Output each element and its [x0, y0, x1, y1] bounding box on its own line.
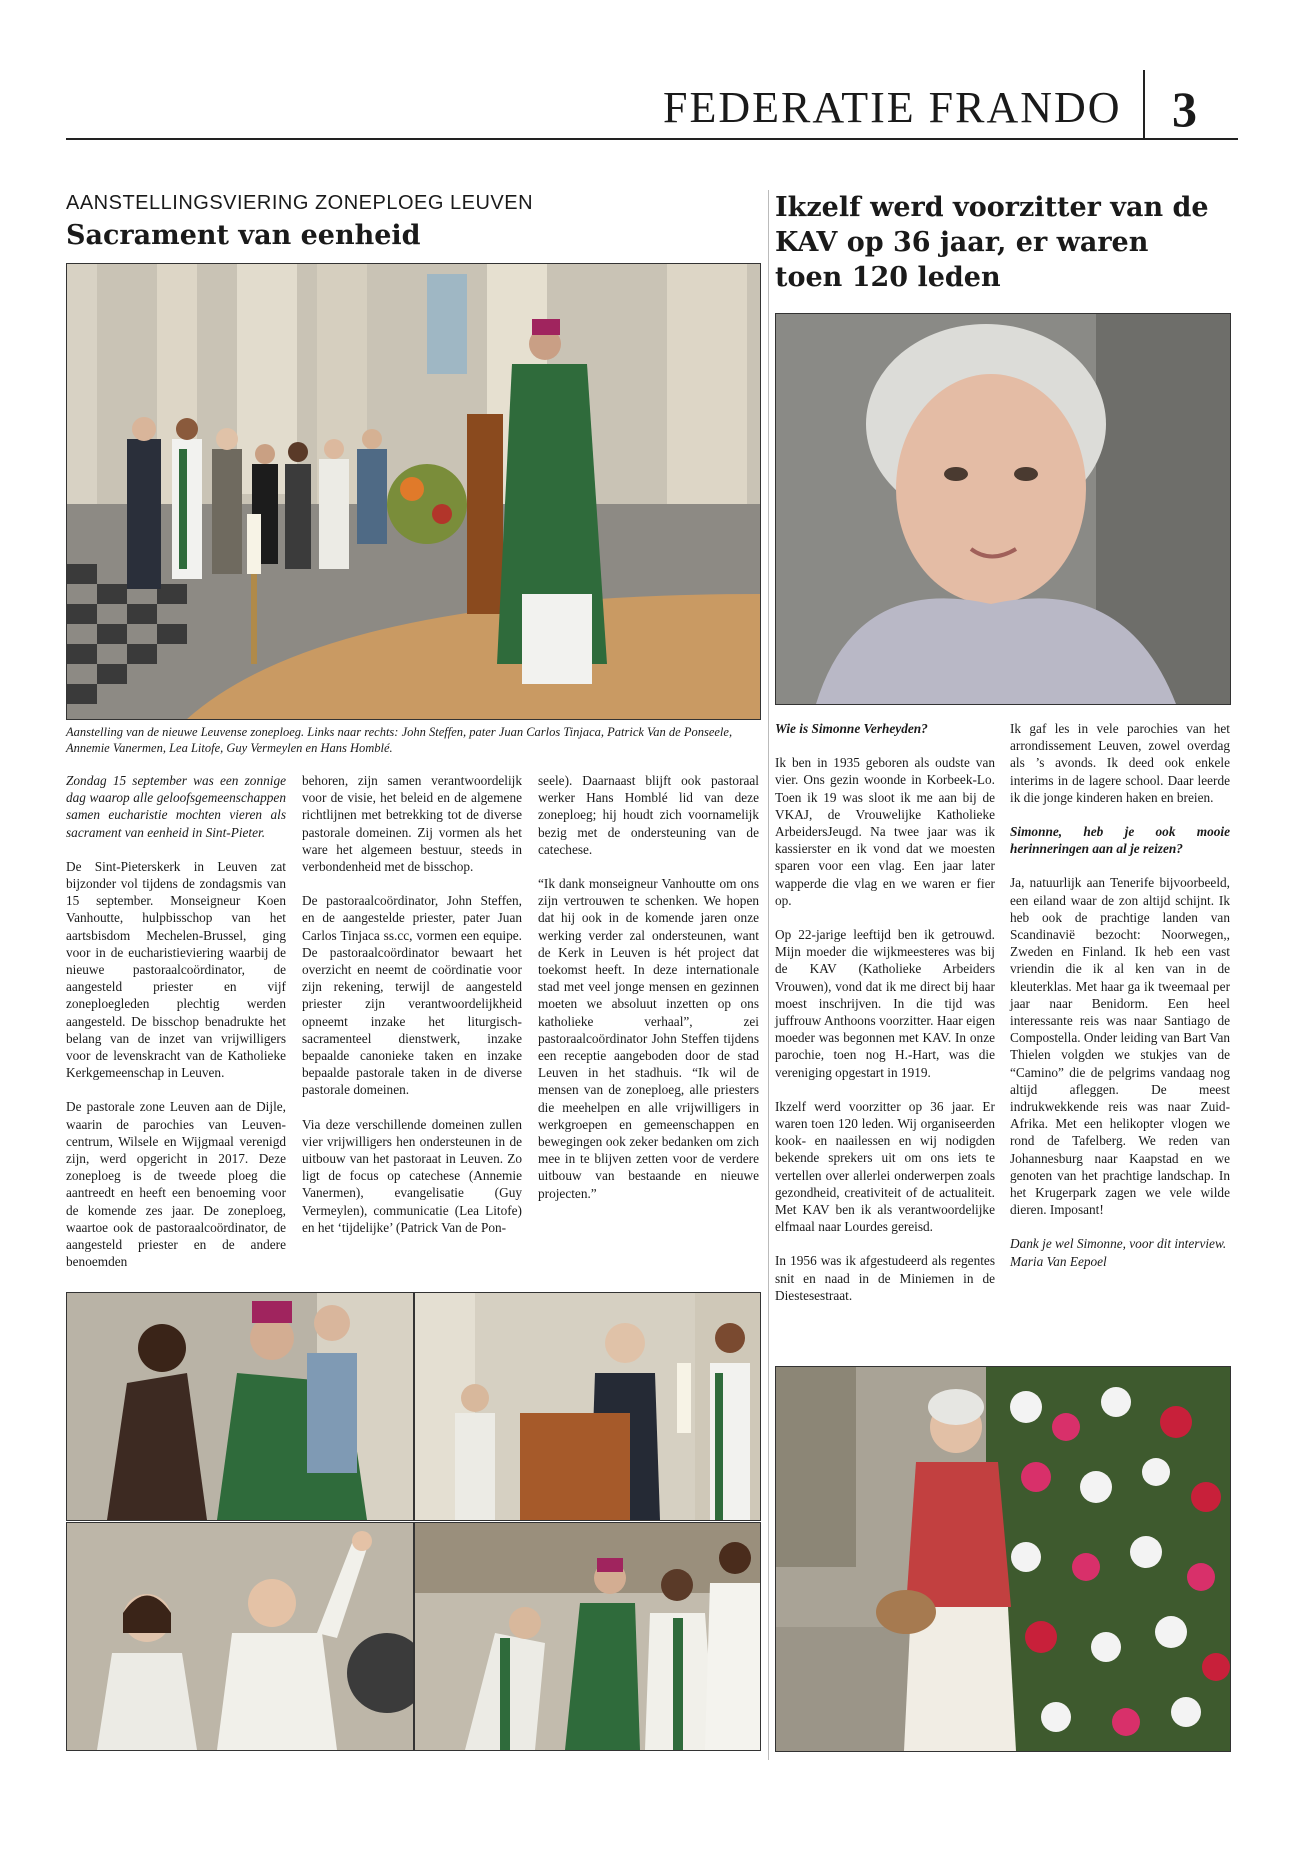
street-flowers-illustration — [776, 1367, 1230, 1751]
interview-column-b — [1010, 720, 1230, 1270]
article-column-2 — [302, 772, 522, 1253]
bowing-clergy-illustration — [415, 1523, 760, 1750]
church-ceremony-illustration — [67, 264, 760, 719]
masthead-rule — [66, 138, 1238, 140]
column-divider — [768, 190, 769, 1760]
page-number: 3 — [1172, 81, 1197, 137]
interview-column-a — [775, 720, 995, 1321]
interview-answer: Ik gaf les in vele parochies van het arrondissement Leuven, zowel overdag als ’s avonds. Ik deed ook enkele interims in de lagere school. Daar leerde ik die jonge kinderen haken en breien. — [1010, 721, 1230, 805]
interview-question: Wie is Simonne Verheyden? — [775, 721, 928, 736]
interview-answer: Op 22-jarige leeftijd ben ik getrouwd. Mijn moeder die wijkmeesteres was bij de KAV (Katholieke Arbeiders Vrouwen), vond dat ik me direct bij haar moest inschrijven. In die tijd was juffrouw Anthoons voorzitter. Haar eigen moeder was begonnen met KAV. In onze parochie, toen nog H.-Hart, was die vereniging opgestart in 1919. — [775, 927, 995, 1080]
photo-speaker-lectern — [414, 1292, 761, 1521]
photo-singers — [66, 1522, 414, 1751]
church-ceremony-photo — [66, 263, 761, 720]
article-paragraph: “Ik dank monseigneur Vanhoutte om ons zijn vertrouwen te schenken. We hopen dat hij ook in de komende jaren onze werking verder zal ondersteunen, want de Kerk in Leuven is hét project dat toekomst heeft. In deze internationale stad met veel jonge mensen en gezinnen moeten we absoluut inzetten op ons katholieke verhaal”, zei pastoraalcoördinator John Steffen tijdens een receptie aangeboden door de stad Leuven in het stadhuis. “Ik wil de mensen van de zoneploeg, alle priesters die meehelpen en alle vrijwilligers in werkgroepen en gemeenschappen en bewegingen ook zeker bedanken om zich mee in te blijven zetten voor de verdere uitbouw van bestaande en nieuwe projecten.” — [538, 876, 759, 1201]
street-flowers-photo — [775, 1366, 1231, 1752]
article-paragraph: behoren, zijn samen verantwoordelijk voor de visie, het beleid en de algemene richtlijnen met betrekking tot de diverse pastorale domeinen. Zij vormen als het ware het algemeen bestuur, steeds in verbondenheid met de bisschop. — [302, 773, 522, 875]
photo-caption: Aanstelling van de nieuwe Leuvense zoneploeg. Links naar rechts: John Steffen, pater Juan Carlos Tinjaca, Patrick Van de Ponseele, Annemie Vanermen, Lea Litofe, Guy Vermeylen en Hans Homblé. — [66, 725, 733, 755]
article-paragraph: Via deze verschillende domeinen zullen vier vrijwilligers hen ondersteunen in de uitbouw van het pastoraat in Leuven. Zo ligt de focus op catechese (Annemie Vanermen), evangelisatie (Guy Vermeylen), communicatie (Lea Litofe) en het ‘tijdelijke’ (Patrick Van de Pon- — [302, 1116, 522, 1235]
interview-thanks: Dank je wel Simonne, voor dit interview. — [1010, 1236, 1227, 1252]
photo-bowing-clergy — [414, 1522, 761, 1751]
interview-question: Simonne, heb je ook mooie herinneringen aan al je reizen? — [1010, 824, 1230, 857]
photo-bishop-greeting — [66, 1292, 414, 1521]
interview-author: Maria Van Eepoel — [1010, 1253, 1107, 1269]
article-lead: Zondag 15 september was een zonnige dag waarop alle geloofsgemeenschappen samen eucharistie mochten vieren als sacrament van eenheid in Sint-Pieter. — [66, 773, 286, 840]
portrait-illustration — [776, 314, 1230, 704]
bishop-greeting-illustration — [67, 1293, 413, 1520]
interview-answer: Ja, natuurlijk aan Tenerife bijvoorbeeld, een eiland waar de zon altijd schijnt. Ik heb ook de prachtige landen van Scandinavië bezocht: Noorwegen,, Zweden en Finland. Ik heb een vast vriendin die ik al ken van in de kleuterklas. Met haar ga ik tweemaal per jaar naar Benidorm. Een heel interessante reis was naar Santiago de Compostella. Onder leiding van Bart Van Thielen volgden we stukjes van de “Camino” die de pelgrims vandaag nog altijd afleggen. De meest indrukwekkende reis was naar Zuid-Afrika. Met een helikopter vlogen we rond de Tafelberg. We reden van Johannesburg naar Kaapstad en we genoten van het prachtige landschap. In het Krugerpark zagen we vele wilde dieren. Imposant! — [1010, 875, 1230, 1218]
article-paragraph: De pastorale zone Leuven aan de Dijle, waarin de parochies van Leuven-centrum, Wilsele en Wijgmaal verenigd zijn, werd opgericht in 2017. Deze zoneploeg is de tweede ploeg die aantreedt en heeft een benoeming voor de komende zes jaar. De zoneploeg, waartoe ook de pastoraalcoördinator, de aangesteld priester en de andere benoemden — [66, 1099, 286, 1270]
interview-answer: In 1956 was ik afgestudeerd als regentes snit en naad in de Miniemen in de Diestesestraat. — [775, 1253, 995, 1303]
interview-answer: Ikzelf werd voorzitter op 36 jaar. Er waren toen 120 leden. Wij organiseerden kook- en naailessen en wij nodigden bekende sprekers uit om ons iets te vertellen over allerlei onderwerpen zoals gezondheid, creativiteit of de actualiteit. Met KAV ben ik als verantwoordelijke elfmaal naar Lourdes gereisd. — [775, 1098, 995, 1235]
singers-illustration — [67, 1523, 413, 1750]
interview-answer: Ik ben in 1935 geboren als oudste van vier. Ons gezin woonde in Korbeek-Lo. Toen ik 19 was sloot ik me aan bij de VKAJ, de Vrouwelijke Katholieke ArbeidersJeugd. Na twee jaar was ik kassierster en ik vond dat we moesten sparen voor een vlag. Een jaar later wapperde die vlag en we waren er fier op. — [775, 755, 995, 908]
article-column-1 — [66, 772, 286, 1287]
speaker-lectern-illustration — [415, 1293, 760, 1520]
article-column-3 — [538, 772, 759, 1219]
article-paragraph: De Sint-Pieterskerk in Leuven zat bijzonder vol tijdens de zondagsmis van 15 september. Monseigneur Koen Vanhoutte, hulpbisschop van het aartsbisdom Mechelen-Brussel, ging voor in de eucharistieviering waarbij de nieuwe pastoraalcoördinator, de aangesteld priester en vijf zoneploegleden plechtig werden aangesteld. De bisschop benadrukte het belang van de inzet van vrijwilligers voor de levenskracht van de Katholieke Kerkgemeenschap in Leuven. — [66, 858, 286, 1081]
article-paragraph: seele). Daarnaast blijft ook pastoraal werker Hans Homblé lid van deze zoneploeg; hij houdt zich voornamelijk bezig met de ondersteuning van de catechese. — [538, 773, 759, 857]
interview-title: Ikzelf werd voorzitter van de KAV op 36 jaar, er waren toen 120 leden — [775, 192, 1209, 293]
masthead-title: FEDERATIE FRANDO — [663, 83, 1122, 132]
article-paragraph: De pastoraalcoördinator, John Steffen, en de aangestelde priester, pater Juan Carlos Tinjaca ss.cc, vormen een equipe. De pastoraalcoördinator bewaart het overzicht en neemt de coördinatie voor zijn rekening, terwijl de aangesteld priester zijn verantwoordelijkheid opneemt inzake het liturgisch-sacramenteel dienstwerk, inzake bepaalde canonieke taken en inzake bepaalde pastorale taken in de diverse pastorale domeinen. — [302, 893, 522, 1098]
article-title: Sacrament van eenheid — [66, 220, 421, 251]
article-kicker: AANSTELLINGSVIERING ZONEPLOEG LEUVEN — [66, 192, 534, 214]
masthead-divider — [1143, 70, 1145, 138]
portrait-photo — [775, 313, 1231, 705]
